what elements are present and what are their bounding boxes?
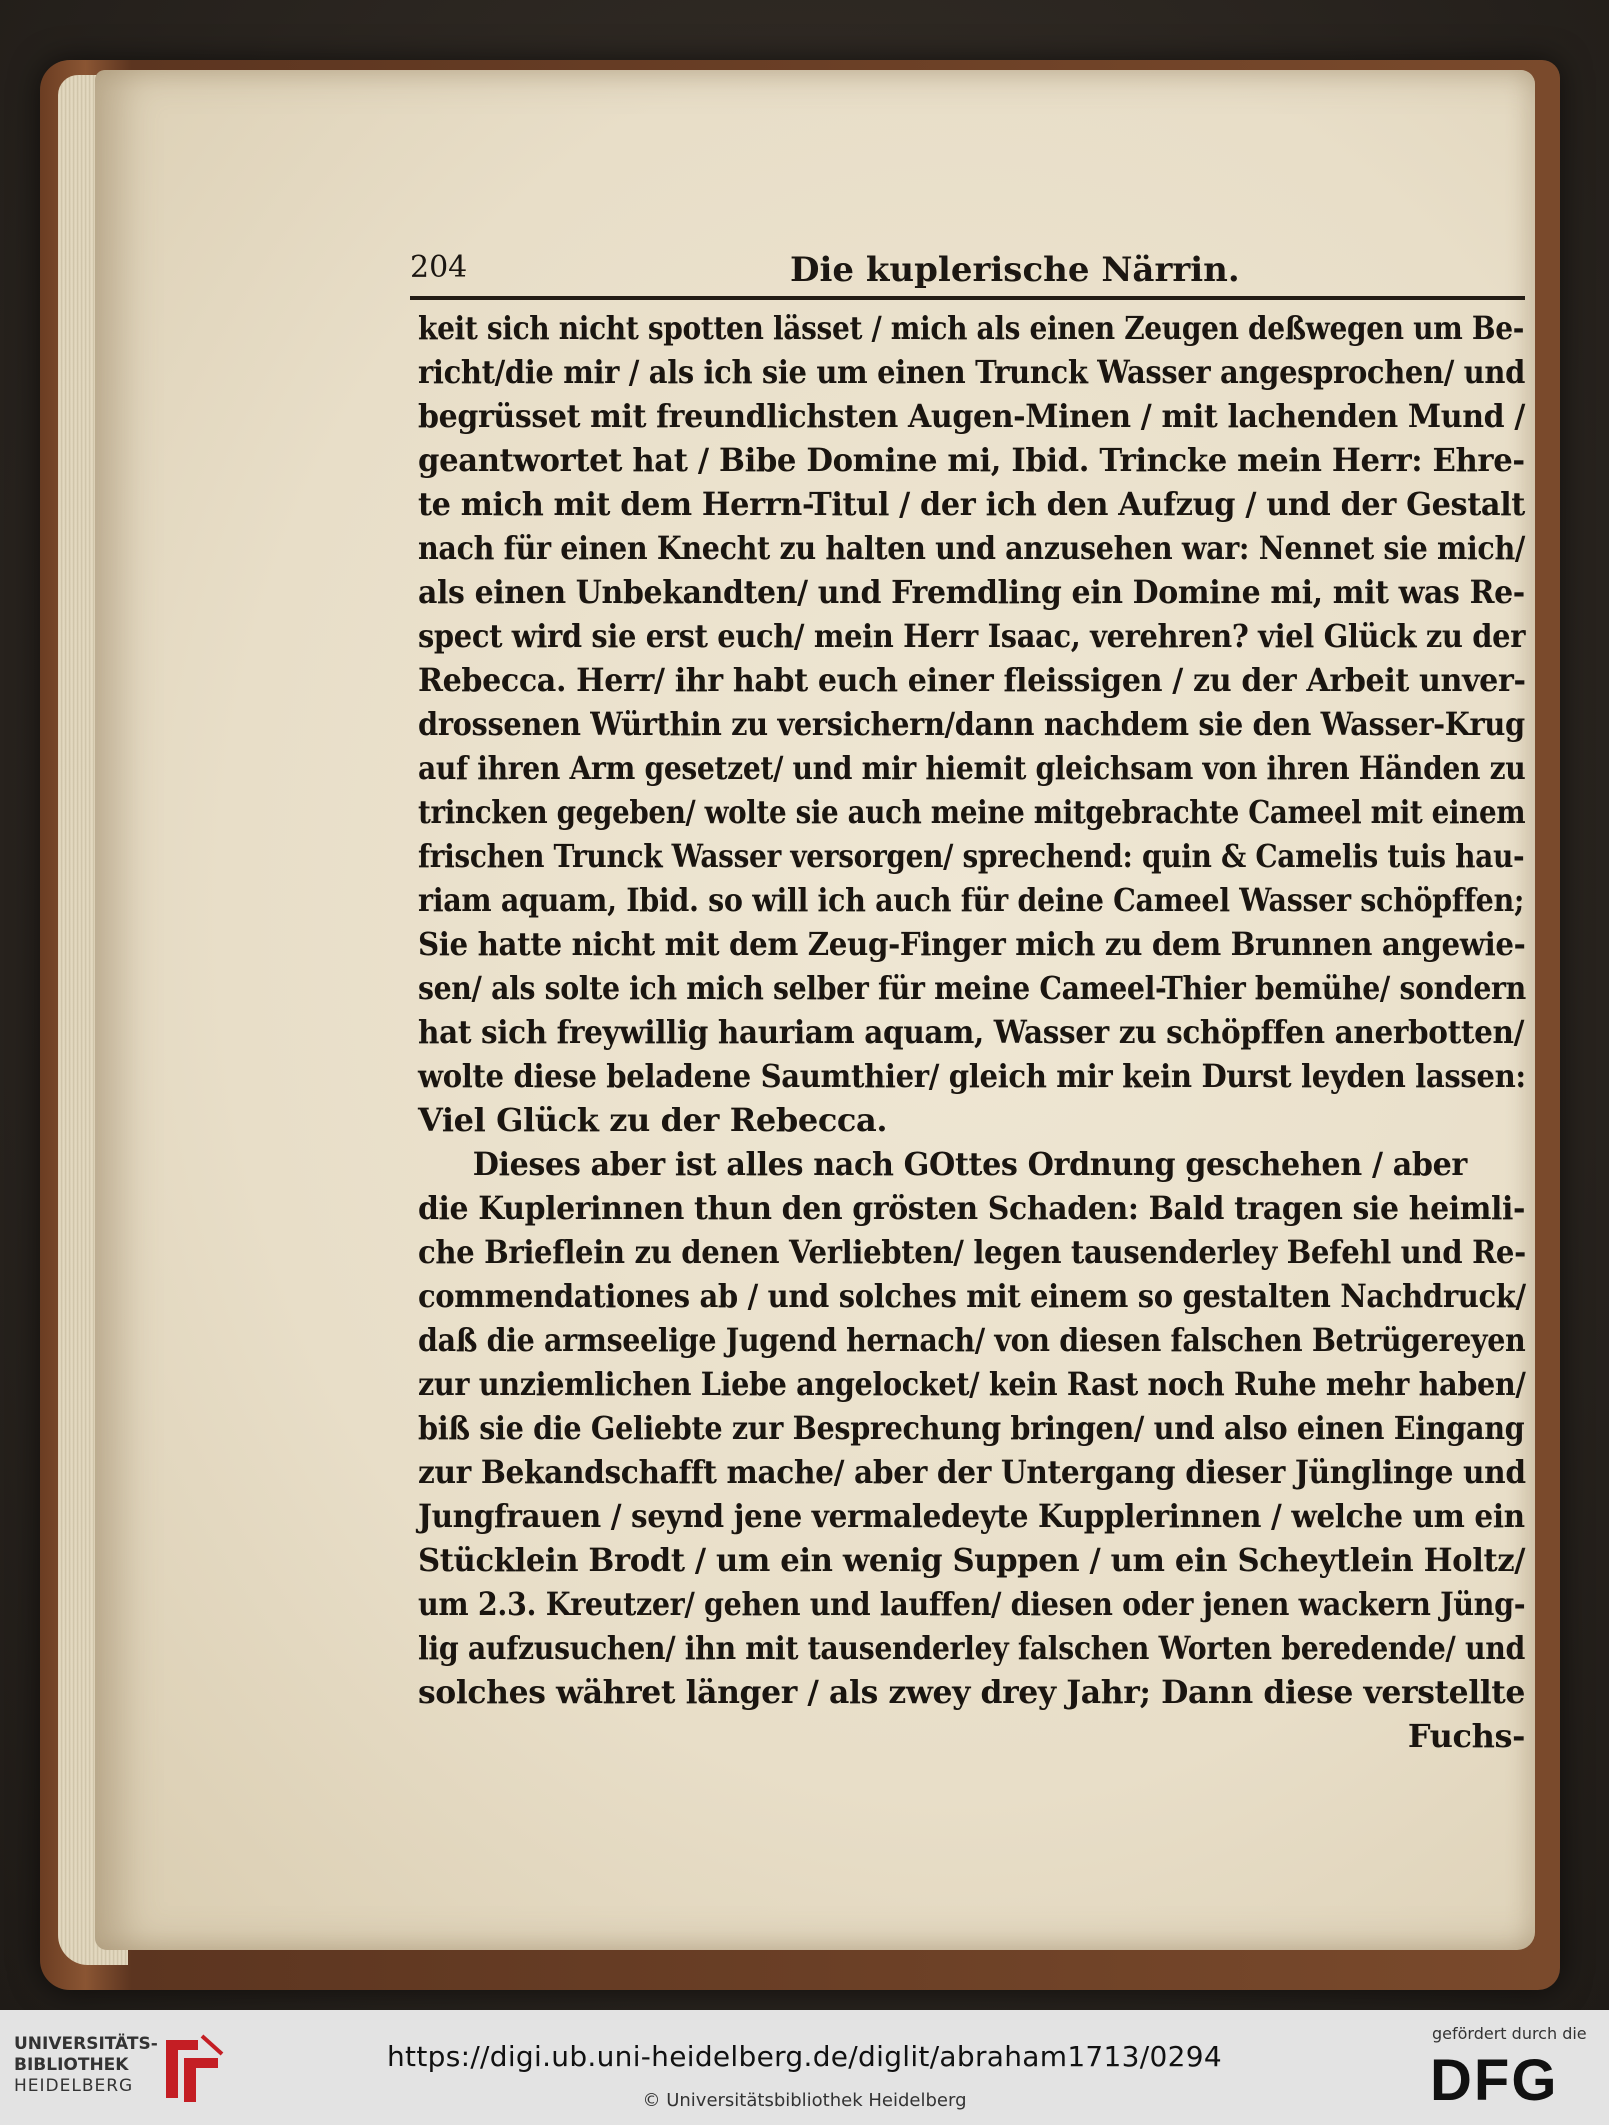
text-line: zur unziemlichen Liebe angelocket/ kein Rast noch Ruhe mehr haben/ — [418, 1365, 1526, 1403]
header-rule — [410, 296, 1525, 300]
library-name-line: HEIDELBERG — [14, 2076, 134, 2096]
text-line: biß sie die Geliebte zur Besprechung bringen/ und also einen Eingang — [418, 1409, 1525, 1447]
library-name-line: BIBLIOTHEK — [14, 2055, 129, 2075]
text-line: die Kuplerinnen thun den grösten Schaden: Bald tragen sie heimli- — [418, 1189, 1526, 1227]
text-line: commendationes ab / und solches mit einem so gestalten Nachdruck/ — [418, 1277, 1526, 1315]
text-line: sen/ als solte ich mich selber für meine Cameel-Thier bemühe/ sondern — [418, 969, 1526, 1007]
text-line: auf ihren Arm gesetzet/ und mir hiemit gleichsam von ihren Händen zu — [418, 749, 1526, 787]
text-line: hat sich freywillig hauriam aquam, Wasser zu schöpffen anerbotten/ — [418, 1013, 1525, 1051]
page-number: 204 — [410, 250, 468, 285]
text-line: daß die armseelige Jugend hernach/ von diesen falschen Betrügereyen — [418, 1321, 1526, 1359]
viewer-footer — [0, 2010, 1609, 2125]
text-line: riam aquam, Ibid. so will ich auch für deine Cameel Wasser schöpffen; — [418, 881, 1525, 919]
text-line: trincken gegeben/ wolte sie auch meine mitgebrachte Cameel mit einem — [418, 793, 1526, 831]
text-line: che Brieflein zu denen Verliebten/ legen tausenderley Befehl und Re- — [418, 1233, 1526, 1271]
text-line: keit sich nicht spotten lässet / mich als einen Zeugen deßwegen um Be- — [418, 309, 1524, 347]
body-text — [418, 306, 1525, 1758]
text-line: Dieses aber ist alles nach GOttes Ordnung geschehen / aber — [472, 1145, 1467, 1183]
dfg-logo — [1430, 2050, 1590, 2106]
text-line: drossenen Würthin zu versichern/dann nachdem sie den Wasser-Krug — [418, 705, 1525, 743]
text-line: solches währet länger / als zwey drey Jahr; Dann diese verstellte — [418, 1673, 1526, 1711]
dfg-logo-text: DFG — [1430, 2050, 1559, 2106]
text-line: zur Bekandschafft mache/ aber der Untergang dieser Jünglinge und — [418, 1453, 1526, 1491]
text-line: spect wird sie erst euch/ mein Herr Isaac, verehren? viel Glück zu der — [418, 617, 1526, 655]
text-line: begrüsset mit freundlichsten Augen-Minen / mit lachenden Mund / — [418, 397, 1525, 435]
text-line: Viel Glück zu der Rebecca. — [418, 1101, 888, 1139]
text-line: um 2.3. Kreutzer/ gehen und lauffen/ diesen oder jenen wackern Jüng- — [418, 1585, 1526, 1623]
permalink-url[interactable]: https://digi.ub.uni-heidelberg.de/diglit/abraham1713/0294 — [387, 2040, 1222, 2073]
text-line: Stücklein Brodt / um ein wenig Suppen / um ein Scheytlein Holtz/ — [418, 1541, 1526, 1579]
text-line: nach für einen Knecht zu halten und anzusehen war: Nennet sie mich/ — [418, 529, 1525, 567]
text-line: Rebecca. Herr/ ihr habt euch einer fleissigen / zu der Arbeit unver- — [418, 661, 1526, 699]
running-title: Die kuplerische Närrin. — [790, 250, 1240, 290]
text-line: wolte diese beladene Saumthier/ gleich mir kein Durst leyden lassen: — [418, 1057, 1526, 1095]
copyright-text: © Universitätsbibliothek Heidelberg — [642, 2090, 967, 2111]
text-line: geantwortet hat / Bibe Domine mi, Ibid. Trincke mein Herr: Ehre- — [418, 441, 1525, 479]
text-line: lig aufzusuchen/ ihn mit tausenderley falschen Worten beredende/ und — [418, 1629, 1526, 1667]
text-line: als einen Unbekandten/ und Fremdling ein Domine mi, mit was Re- — [418, 573, 1525, 611]
library-name-line: UNIVERSITÄTS- — [14, 2034, 158, 2054]
catchword: Fuchs- — [1407, 1717, 1525, 1755]
text-line: te mich mit dem Herrn-Titul / der ich den Aufzug / und der Gestalt — [418, 485, 1525, 523]
text-line: Sie hatte nicht mit dem Zeug-Finger mich zu dem Brunnen angewie- — [418, 925, 1526, 963]
text-line: frischen Trunck Wasser versorgen/ sprechend: quin & Camelis tuis hau- — [418, 837, 1525, 875]
text-line: richt/die mir / als ich sie um einen Trunck Wasser angesprochen/ und — [418, 353, 1526, 391]
page-header — [410, 250, 1525, 300]
text-line: Jungfrauen / seynd jene vermaledeyte Kupplerinnen / welche um ein — [418, 1497, 1525, 1535]
funded-by-text: gefördert durch die — [1432, 2024, 1587, 2043]
